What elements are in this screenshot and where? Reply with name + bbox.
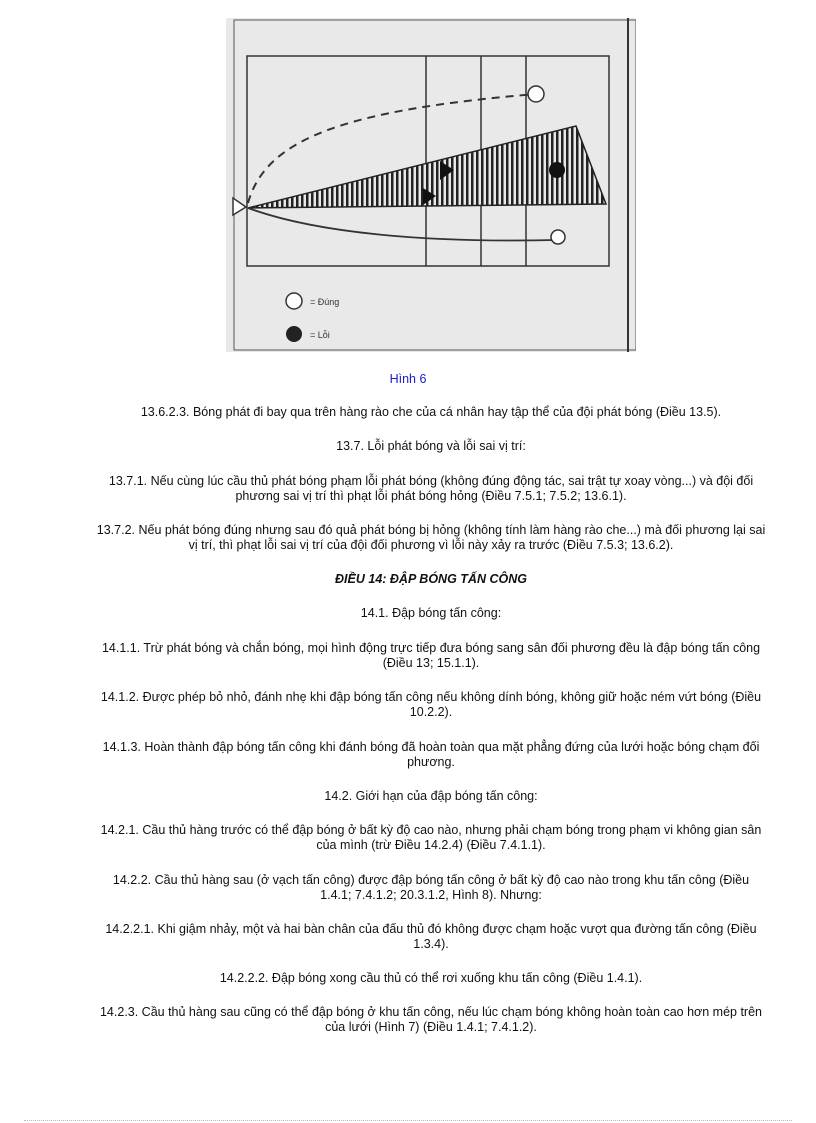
correct-position-circle (551, 230, 565, 244)
paragraph-14-1-3: 14.1.3. Hoàn thành đập bóng tấn công khi đánh bóng đã hoàn toàn qua mặt phẳng đứng của lưới hoặc bóng chạm đối phương. (102, 740, 760, 769)
figure-caption: Hình 6 (389, 372, 427, 386)
legend-open-circle-icon (286, 293, 302, 309)
paragraph-13-7-1: 13.7.1. Nếu cùng lúc cầu thủ phát bóng phạm lỗi phát bóng (không đúng động tác, sai trật tự xoay vòng...) và đội đối phương sai vị trí thì phạt lỗi phát bóng hỏng (Điều 7.5.1; 7.5.2; 13.6.1). (108, 474, 754, 503)
paragraph-13-6-2-3: 13.6.2.3. Bóng phát đi bay qua trên hàng rào che của cá nhân hay tập thể của đội phát bóng (Điều 13.5). (140, 405, 722, 419)
serve-screen-diagram (226, 18, 636, 352)
paragraph-14-1-1: 14.1.1. Trừ phát bóng và chắn bóng, mọi hình động trực tiếp đưa bóng sang sân đối phương đều là đập bóng tấn công (Điều 13; 15.1.1). (101, 641, 761, 670)
paragraph-14-1-2: 14.1.2. Được phép bỏ nhỏ, đánh nhẹ khi đập bóng tấn công nếu không dính bóng, không giữ hoặc ném vứt bóng (Điều 10.2.2). (100, 690, 762, 719)
paragraph-14-2-2: 14.2.2. Cầu thủ hàng sau (ở vạch tấn công) được đập bóng tấn công ở bất kỳ độ cao nào trong khu tấn công (Điều 1.4.1; 7.4.1.2; 20.3.1.2, Hình 8). Nhưng: (112, 873, 750, 902)
fault-position-circle (549, 162, 565, 178)
legend-label-fault: = Lỗi (310, 330, 330, 340)
paragraph-14-2-3: 14.2.3. Cầu thủ hàng sau cũng có thể đập bóng ở khu tấn công, nếu lúc chạm bóng không hoàn toàn cao hơn mép trên của lưới (Hình 7) (Điều 1.4.1; 7.4.1.2). (99, 1005, 762, 1034)
legend-label-correct: = Đúng (310, 297, 340, 307)
paragraph-14-2-2-1: 14.2.2.1. Khi giậm nhảy, một và hai bàn chân của đấu thủ đó không được chạm hoặc vượt qua đường tấn công (Điều 1.3.4). (105, 922, 757, 951)
page-bottom-divider (24, 1120, 792, 1121)
section-heading-14-1: 14.1. Đập bóng tấn công: (360, 606, 502, 620)
section-heading-14-2: 14.2. Giới hạn của đập bóng tấn công: (324, 789, 538, 803)
paragraph-13-7-2: 13.7.2. Nếu phát bóng đúng nhưng sau đó quả phát bóng bị hỏng (không tính làm hàng rào che...) mà đối phương lại sai vị trí, thì phạt lỗi sai vị trí của đội đối phương vì lỗi này xảy ra trước (Điều 7.5.3; 13.6.2). (96, 523, 766, 552)
paragraph-14-2-1: 14.2.1. Cầu thủ hàng trước có thể đập bóng ở bất kỳ độ cao nào, nhưng phải chạm bóng trong phạm vi không gian sân của mình (trừ Điều 14.2.4) (Điều 7.4.1.1). (100, 823, 762, 852)
correct-position-circle (528, 86, 544, 102)
figure-6-image (226, 18, 636, 352)
legend-filled-circle-icon (286, 326, 302, 342)
article-heading-14: ĐIỀU 14: ĐẬP BÓNG TẤN CÔNG (335, 572, 527, 586)
section-heading-13-7: 13.7. Lỗi phát bóng và lỗi sai vị trí: (336, 439, 526, 453)
paragraph-14-2-2-2: 14.2.2.2. Đập bóng xong cầu thủ có thể rơi xuống khu tấn công (Điều 1.4.1). (219, 971, 643, 985)
